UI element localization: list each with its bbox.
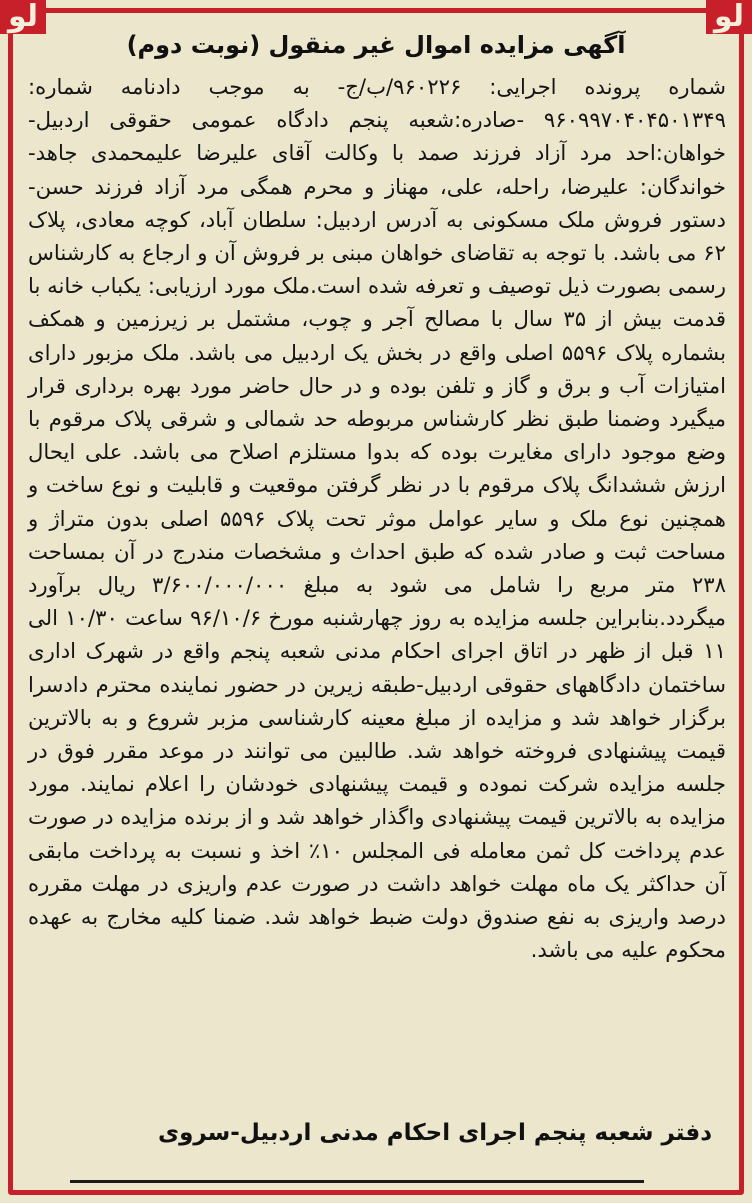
notice-signature: دفتر شعبه پنجم اجرای احکام مدنی اردبیل-سروی xyxy=(158,1120,712,1146)
corner-logo-left: لو xyxy=(0,0,46,34)
bottom-divider xyxy=(70,1180,644,1183)
notice-body: شماره پرونده اجرایی: ۹۶۰۲۲۶/ب/ج- به موجب دادنامه شماره: ۹۶۰۹۹۷۰۴۰۴۵۰۱۳۴۹ -صادره:شعبه پنجم دادگاه عمومی حقوقی اردبیل-خواهان:احد مرد آزاد فرزند صمد با وکالت آقای علیرضا علیمحمدی جاهد-خواندگان: علیرضا، راحله، علی، مهناز و محرم همگی مرد آزاد فرزند حسن-دستور فروش ملک مسکونی به آدرس اردبیل: سلطان آباد، کوچه معادی، پلاک ۶۲ می باشد. با توجه به تقاضای خواهان مبنی بر فروش آن و ارجاع به کارشناس رسمی بصورت ذیل توصیف و تعرفه شده است.ملک مورد ارزیابی: یکباب خانه با قدمت بیش از ۳۵ سال با مصالح آجر و چوب، مشتمل بر زیرزمین و همکف بشماره پلاک ۵۵۹۶ اصلی واقع در بخش یک اردبیل می باشد. ملک مزبور دارای امتیازات آب و برق و گاز و تلفن بوده و در حال حاضر مورد بهره برداری قرار میگیرد وضمنا طبق نظر کارشناس مربوطه حد شمالی و شرقی پلاک مرقوم با وضع موجود دارای مغایرت بوده که بدوا مستلزم اصلاح می باشد. علی ایحال ارزش ششدانگ پلاک مرقوم با در نظر گرفتن موقعیت و قابلیت و نوع ساخت و همچنین نوع ملک و سایر عوامل موثر تحت پلاک ۵۵۹۶ اصلی بدون متراژ و مساحت ثبت و صادر شده که طبق احداث و مشخصات مندرج در آن بمساحت ۲۳۸ متر مربع را شامل می شود به مبلغ ۳/۶۰۰/۰۰۰/۰۰۰ ریال برآورد میگردد.بنابراین جلسه مزایده به روز چهارشنبه مورخ ۹۶/۱۰/۶ ساعت ۱۰/۳۰ الی ۱۱ قبل از ظهر در اتاق اجرای احکام مدنی شعبه پنجم واقع در شهرک اداری ساختمان دادگاههای حقوقی اردبیل-طبقه زیرین در حضور نماینده محترم دادسرا برگزار خواهد شد و مزایده از مبلغ معینه کارشناسی مزبر شروع و به بالاترین قیمت پیشنهادی فروخته خواهد شد. طالبین می توانند در موعد مقرر فوق در جلسه مزایده شرکت نموده و قیمت پیشنهادی خودشان را اعلام نمایند. مورد مزایده به بالاترین قیمت پیشنهادی واگذار خواهد شد و از برنده مزایده در صورت عدم پرداخت کل ثمن معامله فی المجلس ۱۰٪ اخذ و نسبت به پرداخت مابقی آن حداکثر یک ماه مهلت خواهد داشت در صورت عدم واریزی در مهلت مقرره درصد واریزی به نفع صندوق دولت ضبط خواهد شد. ضمنا کلیه مخارج به عهده محکوم علیه می باشد. xyxy=(28,74,727,963)
notice-title: آگهی مزایده اموال غیر منقول (نوبت دوم) xyxy=(126,31,626,59)
corner-logo-right: لو xyxy=(706,0,752,34)
